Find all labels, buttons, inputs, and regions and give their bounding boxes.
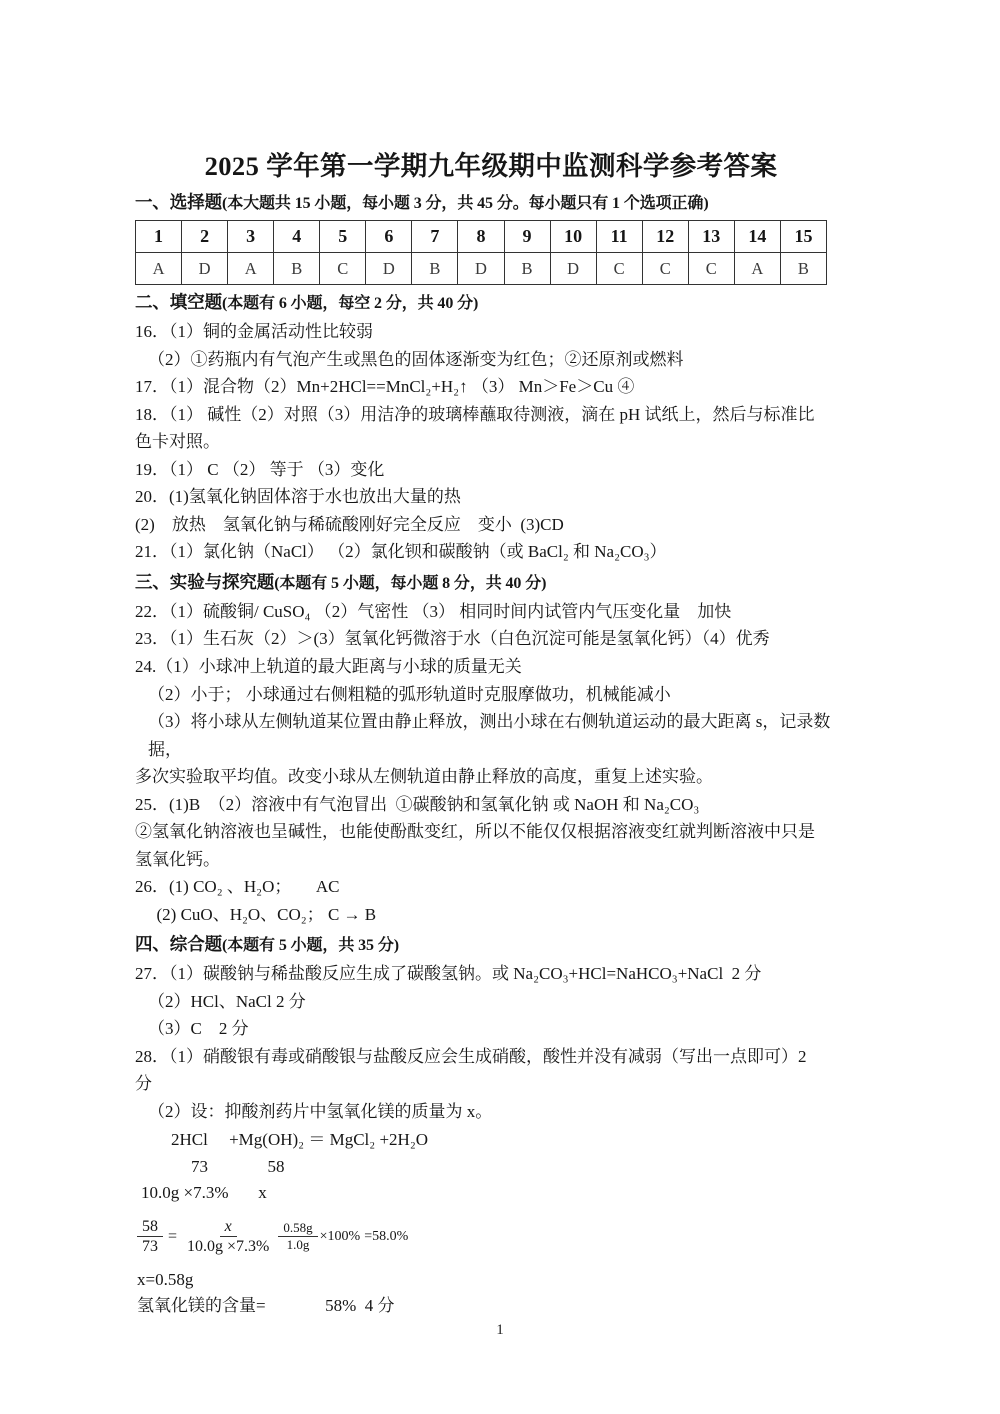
answer-line-26-1: 26．(1) CO₂ 、H₂O； AC <box>135 877 340 897</box>
answer-cell: D <box>458 253 504 285</box>
proportion-equation <box>135 1209 835 1265</box>
answer-cell: B <box>412 253 458 285</box>
page-content <box>135 150 835 1319</box>
question-number-cell: 15 <box>780 221 826 253</box>
answer-cell: C <box>596 253 642 285</box>
question-number-cell: 6 <box>366 221 412 253</box>
answer-cell: C <box>642 253 688 285</box>
percentage-numerator: 0.58g <box>278 1221 317 1237</box>
answer-cell: C <box>320 253 366 285</box>
question-number-cell: 10 <box>550 221 596 253</box>
x-result-line: x=0.58g <box>137 1269 194 1289</box>
ratio-fraction-right <box>182 1218 274 1256</box>
section-heading-experiment <box>135 569 835 596</box>
percentage-denominator: 1.0g <box>286 1237 310 1252</box>
question-number-cell: 7 <box>412 221 458 253</box>
answer-cell: D <box>182 253 228 285</box>
section-1-label: 一、选择题 <box>135 192 222 213</box>
percentage-fraction <box>278 1221 317 1252</box>
section-4-label: 四、综合题 <box>135 934 222 955</box>
percentage-result: =58.0% <box>364 1228 409 1244</box>
answer-line-27-3: （3）C 2 分 <box>148 1019 249 1039</box>
question-number-cell: 13 <box>688 221 734 253</box>
answer-cell: B <box>274 253 320 285</box>
answer-line-28-1-cont: 分 <box>135 1074 152 1094</box>
given-values-line: 10.0g ×7.3% x <box>141 1183 267 1203</box>
answer-line-23: 23．（1）生石灰（2）＞(3）氢氧化钙微溶于水（白色沉淀可能是氢氧化钙）（4）优秀 <box>135 629 770 649</box>
question-number-cell: 5 <box>320 221 366 253</box>
section-2-label: 二、填空题 <box>135 292 222 313</box>
question-number-cell: 14 <box>734 221 780 253</box>
question-number-cell: 11 <box>596 221 642 253</box>
hcl-mass-denominator: 10.0g ×7.3% <box>187 1238 270 1255</box>
answer-line-27-2: （2）HCl、NaCl 2 分 <box>148 991 306 1011</box>
section-heading-comprehensive <box>135 931 835 958</box>
question-number-cell: 12 <box>642 221 688 253</box>
answer-line-27-1: 27．（1）碳酸钠与稀盐酸反应生成了碳酸氢钠。或 Na₂CO₃+HCl=NaHCO₃+NaCl 2 分 <box>135 964 762 984</box>
answer-line-24-1: 24.（1）小球冲上轨道的最大距离与小球的质量无关 <box>135 656 522 676</box>
answer-cell: A <box>228 253 274 285</box>
ratio-fraction-left <box>137 1218 163 1256</box>
table-row-question-numbers <box>136 221 827 253</box>
answer-cell: B <box>780 253 826 285</box>
times-hundred-percent: ×100% <box>319 1228 361 1244</box>
question-number-cell: 1 <box>136 221 182 253</box>
section-heading-multiple-choice <box>135 189 835 216</box>
answer-cell: A <box>734 253 780 285</box>
ratio-numerator: 58 <box>137 1218 163 1237</box>
answer-line-20-2: (2) 放热 氢氧化钠与稀硫酸刚好完全反应 变小 (3)CD <box>135 514 564 534</box>
question-number-cell: 9 <box>504 221 550 253</box>
answer-cell: D <box>366 253 412 285</box>
question-number-cell: 3 <box>228 221 274 253</box>
answer-line-24-3-cont: 多次实验取平均值。改变小球从左侧轨道由静止释放的高度，重复上述实验。 <box>135 767 713 787</box>
answer-line-16-2: （2）①药瓶内有气泡产生或黑色的固体逐渐变为红色；②还原剂或燃料 <box>148 349 684 369</box>
answer-line-18-cont: 色卡对照。 <box>135 432 220 452</box>
answer-line-22: 22．（1）硫酸铜/ CuSO₄ （2）气密性 （3） 相同时间内试管内气压变化量 加快 <box>135 601 732 621</box>
answer-line-28-2: （2）设：抑酸剂药片中氢氧化镁的质量为 x。 <box>148 1101 493 1121</box>
answer-line-24-3: （3）将小球从左侧轨道某位置由静止释放，测出小球在右侧轨道运动的最大距离 s，记录数据， <box>148 712 831 759</box>
answer-line-25-2: ②氢氧化钠溶液也呈碱性，也能使酚酞变红，所以不能仅仅根据溶液变红就判断溶液中只是 <box>135 822 815 842</box>
section-4-sublabel: (本题有 5 小题，共 35 分) <box>222 937 399 955</box>
answer-line-26-2: (2) CuO、H₂O、CO₂； C → B <box>148 904 377 924</box>
answer-line-25-1: 25．(1)B （2）溶液中有气泡冒出 ①碳酸钠和氢氧化钠 或 NaOH 和 Na₂CO₃ <box>135 794 700 814</box>
equals-sign: = <box>168 1227 178 1245</box>
section-1-sublabel: (本大题共 15 小题，每小题 3 分，共 45 分。每小题只有 1 个选项正确) <box>222 195 709 213</box>
answer-cell: B <box>504 253 550 285</box>
answer-line-21: 21．（1）氯化钠（NaCl） （2）氯化钡和碳酸钠（或 BaCl₂ 和 Na₂CO₃） <box>135 542 667 562</box>
answer-key-table <box>135 220 827 285</box>
answer-line-19: 19．（1） C （2） 等于 （3）变化 <box>135 459 385 479</box>
answer-cell: A <box>136 253 182 285</box>
answer-cell: D <box>550 253 596 285</box>
answer-line-16-1: 16．（1）铜的金属活动性比较弱 <box>135 322 373 342</box>
table-row-answers <box>136 253 827 285</box>
page-number: 1 <box>496 1322 504 1338</box>
section-3-label: 三、实验与探究题 <box>135 571 275 592</box>
section-2-sublabel: (本题有 6 小题，每空 2 分，共 40 分) <box>222 295 479 313</box>
molar-mass-line: 73 58 <box>191 1156 285 1176</box>
answer-line-17: 17．（1）混合物（2）Mn+2HCl==MnCl₂+H₂↑ （3） Mn＞Fe＞Cu ④ <box>135 377 635 397</box>
section-3-sublabel: (本题有 5 小题，每小题 8 分，共 40 分) <box>274 574 547 592</box>
question-number-cell: 4 <box>274 221 320 253</box>
chemical-equation-line: 2HCl +Mg(OH)₂ ＝ MgCl₂ +2H₂O <box>171 1130 429 1150</box>
page-title: 2025 学年第一学期九年级期中监测科学参考答案 <box>204 151 778 181</box>
question-number-cell: 8 <box>458 221 504 253</box>
answer-cell: C <box>688 253 734 285</box>
section-heading-fill-in-blank <box>135 289 835 316</box>
final-answer-line: 氢氧化镁的含量= 58% 4 分 <box>137 1295 395 1315</box>
answer-line-28-1: 28．（1）硝酸银有毒或硝酸银与盐酸反应会生成硝酸，酸性并没有减弱（写出一点即可）2 <box>135 1046 807 1066</box>
question-number-cell: 2 <box>182 221 228 253</box>
x-numerator: x <box>220 1218 237 1237</box>
calculation-block <box>135 1127 835 1319</box>
answer-line-20-1: 20．(1)氢氧化钠固体溶于水也放出大量的热 <box>135 487 461 507</box>
ratio-denominator: 73 <box>142 1238 158 1255</box>
answer-line-18: 18．（1） 碱性（2）对照（3）用洁净的玻璃棒蘸取待测液，滴在 pH 试纸上，然后与标准比 <box>135 404 815 424</box>
answer-line-24-2: （2）小于； 小球通过右侧粗糙的弧形轨道时克服摩做功，机械能减小 <box>148 684 671 704</box>
answer-line-25-2-cont: 氢氧化钙。 <box>135 849 220 869</box>
